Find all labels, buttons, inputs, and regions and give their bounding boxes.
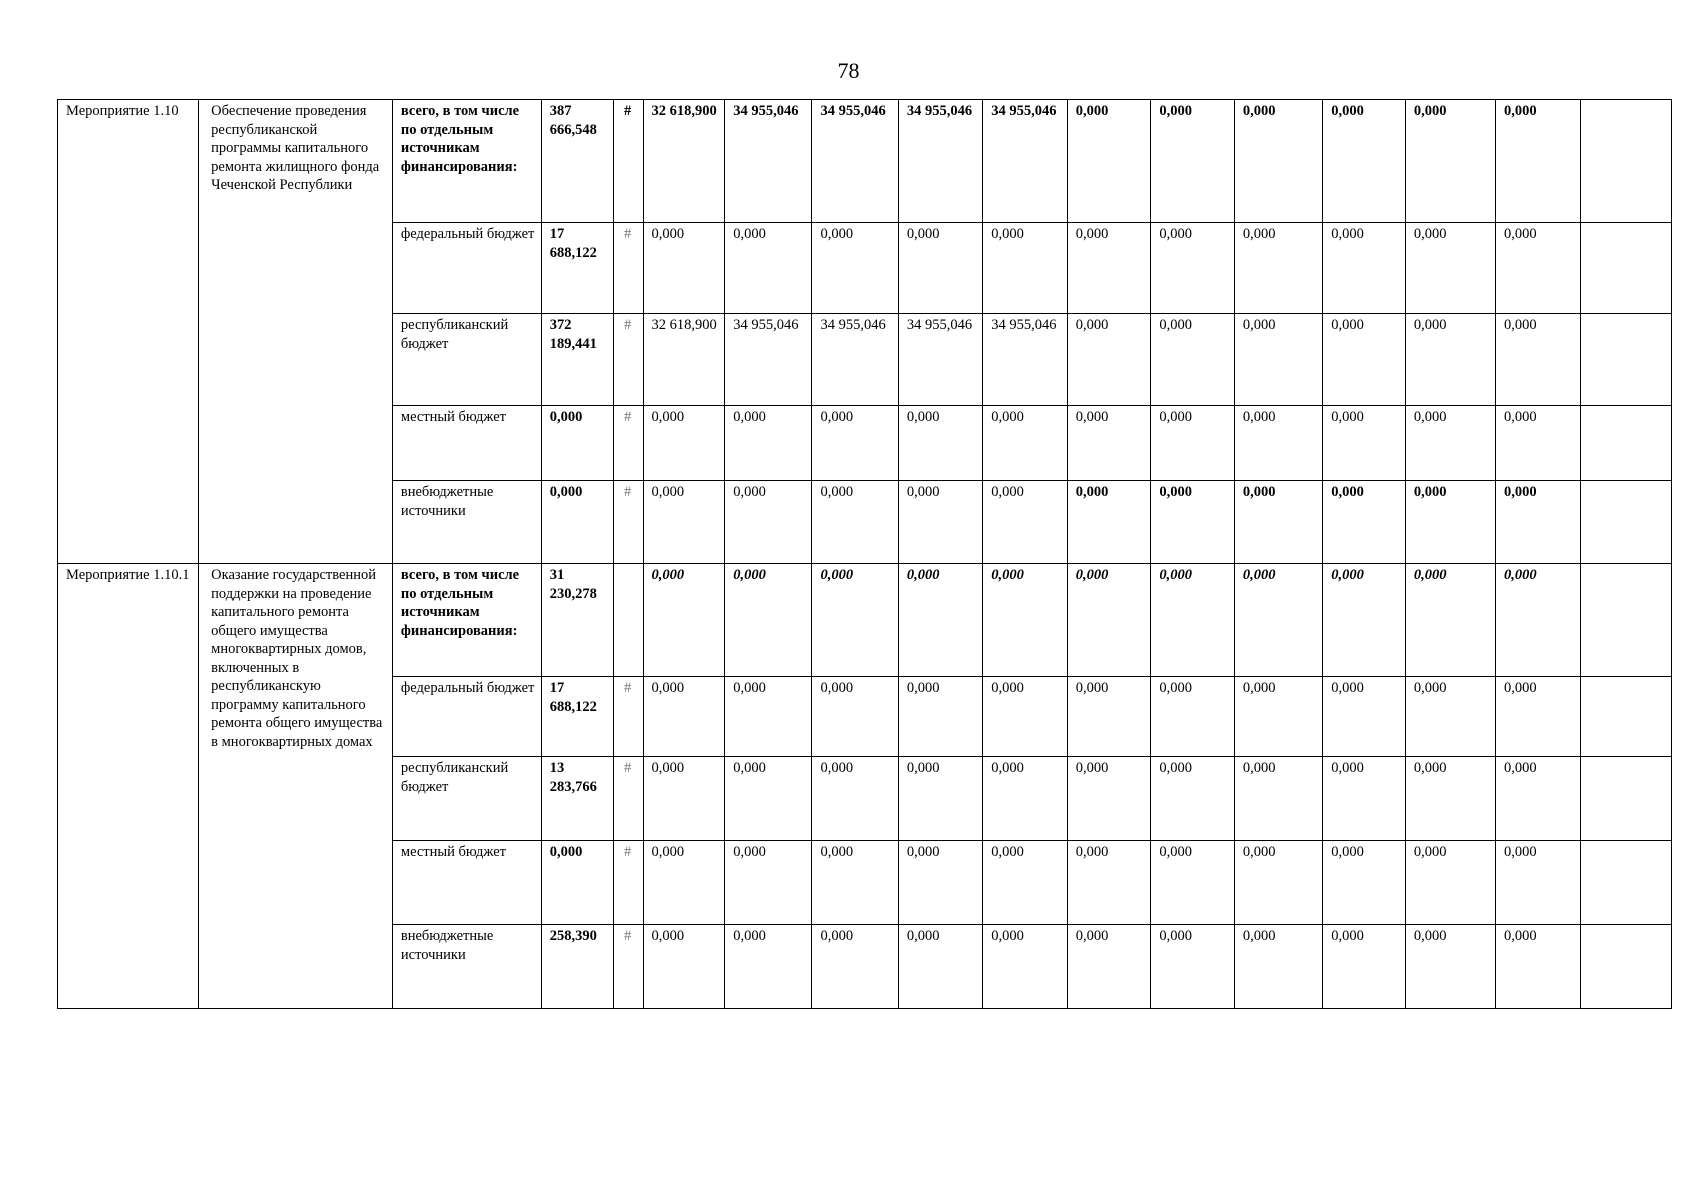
- measure-description: Оказание государственной поддержки на проведение капитального ремонта общего имущества многоквартирных домов, включенных в республиканскую программу капитального ремонта общего имущества в многоквартирных домах: [199, 564, 393, 1009]
- year-value: 0,000: [1323, 314, 1406, 406]
- year-value: 0,000: [1067, 481, 1151, 564]
- year-value: 0,000: [1405, 406, 1495, 481]
- year-value: 34 955,046: [898, 314, 982, 406]
- year-value: 0,000: [1234, 406, 1322, 481]
- year-value: 0,000: [1067, 406, 1151, 481]
- year-value: 0,000: [1495, 841, 1580, 925]
- year-value: 0,000: [643, 406, 725, 481]
- year-value: 0,000: [1405, 925, 1495, 1009]
- year-value: 32 618,900: [643, 314, 725, 406]
- total-value: 31 230,278: [541, 564, 613, 677]
- measure-id: Мероприятие 1.10: [58, 100, 199, 564]
- year-value: 0,000: [983, 481, 1067, 564]
- year-value: 0,000: [1405, 677, 1495, 757]
- year-value: 34 955,046: [983, 314, 1067, 406]
- year-value: [1580, 757, 1672, 841]
- total-value: 0,000: [541, 406, 613, 481]
- year-value: 0,000: [1405, 481, 1495, 564]
- year-value: 0,000: [983, 757, 1067, 841]
- year-value: 0,000: [1405, 564, 1495, 677]
- year-value: 0,000: [812, 564, 898, 677]
- year-value: 0,000: [898, 406, 982, 481]
- year-value: 0,000: [643, 564, 725, 677]
- year-value: 34 955,046: [983, 100, 1067, 223]
- year-value: 0,000: [983, 925, 1067, 1009]
- year-value: 0,000: [1495, 925, 1580, 1009]
- year-value: 0,000: [983, 223, 1067, 314]
- overflow-mark: #: [613, 677, 643, 757]
- year-value: 0,000: [725, 564, 812, 677]
- year-value: 0,000: [643, 757, 725, 841]
- year-value: 0,000: [1234, 223, 1322, 314]
- year-value: 0,000: [1234, 677, 1322, 757]
- overflow-mark: #: [613, 100, 643, 223]
- year-value: 34 955,046: [725, 100, 812, 223]
- year-value: 0,000: [1151, 757, 1235, 841]
- year-value: 0,000: [643, 841, 725, 925]
- funding-source: республиканский бюджет: [392, 314, 541, 406]
- total-value: 13 283,766: [541, 757, 613, 841]
- year-value: 0,000: [898, 925, 982, 1009]
- year-value: 34 955,046: [812, 314, 898, 406]
- year-value: 0,000: [1405, 223, 1495, 314]
- financing-table: [57, 99, 1697, 1009]
- year-value: 0,000: [1067, 841, 1151, 925]
- table-row: [58, 100, 1697, 223]
- year-value: 0,000: [1323, 481, 1406, 564]
- year-value: 0,000: [812, 223, 898, 314]
- overflow-mark: #: [613, 757, 643, 841]
- year-value: 0,000: [812, 757, 898, 841]
- year-value: 0,000: [1151, 223, 1235, 314]
- year-value: 0,000: [983, 841, 1067, 925]
- overflow-mark: #: [613, 406, 643, 481]
- year-value: 0,000: [1405, 841, 1495, 925]
- year-value: 0,000: [1323, 677, 1406, 757]
- year-value: 0,000: [725, 677, 812, 757]
- year-value: 0,000: [1151, 677, 1235, 757]
- year-value: 0,000: [1234, 564, 1322, 677]
- total-value: 17 688,122: [541, 223, 613, 314]
- year-value: 0,000: [1495, 100, 1580, 223]
- year-value: 32 618,900: [643, 100, 725, 223]
- year-value: 0,000: [1323, 757, 1406, 841]
- year-value: 0,000: [812, 677, 898, 757]
- year-value: 0,000: [1151, 564, 1235, 677]
- year-value: 0,000: [1067, 677, 1151, 757]
- overflow-mark: #: [613, 223, 643, 314]
- year-value: 0,000: [898, 757, 982, 841]
- year-value: 0,000: [983, 406, 1067, 481]
- funding-source: федеральный бюджет: [392, 677, 541, 757]
- measure-description: Обеспечение проведения республиканской программы капитального ремонта жилищного фонда Чеченской Республики: [199, 100, 393, 564]
- year-value: 0,000: [1067, 564, 1151, 677]
- year-value: 0,000: [1067, 223, 1151, 314]
- year-value: 0,000: [812, 925, 898, 1009]
- year-value: 0,000: [1323, 100, 1406, 223]
- year-value: 34 955,046: [812, 100, 898, 223]
- year-value: 0,000: [1495, 223, 1580, 314]
- funding-source: местный бюджет: [392, 841, 541, 925]
- year-value: 0,000: [725, 223, 812, 314]
- overflow-mark: [613, 564, 643, 677]
- year-value: 0,000: [1323, 841, 1406, 925]
- funding-source: республиканский бюджет: [392, 757, 541, 841]
- year-value: 0,000: [1234, 925, 1322, 1009]
- year-value: 0,000: [1067, 757, 1151, 841]
- year-value: 0,000: [1234, 481, 1322, 564]
- year-value: 0,000: [643, 223, 725, 314]
- year-value: 0,000: [1405, 757, 1495, 841]
- year-value: 0,000: [1151, 100, 1235, 223]
- year-value: 0,000: [898, 564, 982, 677]
- year-value: 0,000: [898, 223, 982, 314]
- year-value: 0,000: [1151, 481, 1235, 564]
- funding-source: всего, в том числе по отдельным источникам финансирования:: [392, 100, 541, 223]
- overflow-mark: #: [613, 925, 643, 1009]
- total-value: 17 688,122: [541, 677, 613, 757]
- year-value: [1580, 406, 1672, 481]
- year-value: [1580, 925, 1672, 1009]
- table-row: [58, 564, 1697, 677]
- year-value: [1580, 100, 1672, 223]
- overflow-mark: #: [613, 314, 643, 406]
- page-number: 78: [837, 58, 860, 83]
- year-value: 0,000: [725, 406, 812, 481]
- year-value: [1580, 677, 1672, 757]
- year-value: [1580, 481, 1672, 564]
- year-value: 0,000: [1495, 406, 1580, 481]
- year-value: 0,000: [1151, 925, 1235, 1009]
- year-value: 0,000: [898, 481, 982, 564]
- total-value: 372 189,441: [541, 314, 613, 406]
- year-value: 0,000: [1405, 314, 1495, 406]
- year-value: 0,000: [1495, 757, 1580, 841]
- year-value: 0,000: [643, 925, 725, 1009]
- year-value: 0,000: [725, 481, 812, 564]
- year-value: 0,000: [725, 925, 812, 1009]
- funding-source: внебюджетные источники: [392, 481, 541, 564]
- year-value: 0,000: [1234, 841, 1322, 925]
- year-value: 0,000: [1067, 100, 1151, 223]
- year-value: 0,000: [983, 677, 1067, 757]
- year-value: 0,000: [812, 481, 898, 564]
- funding-source: федеральный бюджет: [392, 223, 541, 314]
- total-value: 387 666,548: [541, 100, 613, 223]
- year-value: 0,000: [1234, 314, 1322, 406]
- year-value: 0,000: [1323, 223, 1406, 314]
- year-value: 0,000: [1405, 100, 1495, 223]
- year-value: 0,000: [1495, 314, 1580, 406]
- year-value: 0,000: [1495, 677, 1580, 757]
- year-value: 0,000: [725, 757, 812, 841]
- overflow-mark: #: [613, 481, 643, 564]
- total-value: 0,000: [541, 841, 613, 925]
- funding-source: всего, в том числе по отдельным источникам финансирования:: [392, 564, 541, 677]
- year-value: 0,000: [1151, 841, 1235, 925]
- year-value: [1580, 223, 1672, 314]
- year-value: [1580, 314, 1672, 406]
- year-value: 0,000: [1067, 314, 1151, 406]
- year-value: 0,000: [1323, 925, 1406, 1009]
- year-value: 0,000: [898, 677, 982, 757]
- year-value: 0,000: [1151, 314, 1235, 406]
- year-value: 0,000: [812, 841, 898, 925]
- year-value: 0,000: [643, 677, 725, 757]
- year-value: 0,000: [1234, 757, 1322, 841]
- year-value: 0,000: [1151, 406, 1235, 481]
- total-value: 0,000: [541, 481, 613, 564]
- year-value: 34 955,046: [898, 100, 982, 223]
- year-value: [1580, 841, 1672, 925]
- measure-id: Мероприятие 1.10.1: [58, 564, 199, 1009]
- year-value: 34 955,046: [725, 314, 812, 406]
- total-value: 258,390: [541, 925, 613, 1009]
- year-value: 0,000: [1067, 925, 1151, 1009]
- funding-source: местный бюджет: [392, 406, 541, 481]
- year-value: 0,000: [1234, 100, 1322, 223]
- year-value: 0,000: [643, 481, 725, 564]
- year-value: 0,000: [898, 841, 982, 925]
- year-value: 0,000: [1323, 406, 1406, 481]
- funding-source: внебюджетные источники: [392, 925, 541, 1009]
- overflow-mark: #: [613, 841, 643, 925]
- year-value: [1580, 564, 1672, 677]
- year-value: 0,000: [812, 406, 898, 481]
- year-value: 0,000: [725, 841, 812, 925]
- year-value: 0,000: [1323, 564, 1406, 677]
- year-value: 0,000: [1495, 564, 1580, 677]
- year-value: 0,000: [983, 564, 1067, 677]
- year-value: 0,000: [1495, 481, 1580, 564]
